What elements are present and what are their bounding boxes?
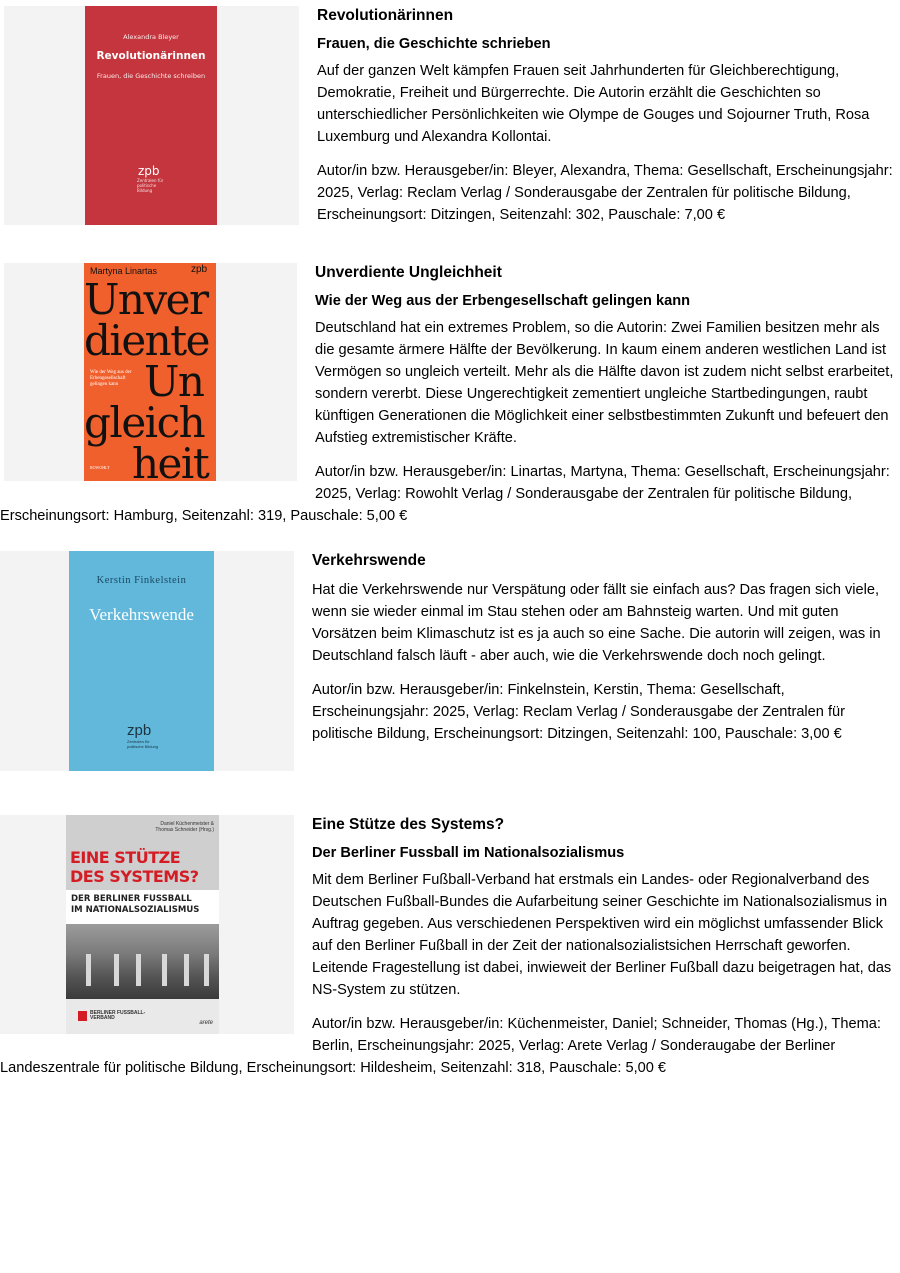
zpb-logo-subtext: Zentralen für politische Bildung [137, 178, 164, 193]
cover-subtitle-line: IM NATIONALSOZIALISMUS [71, 905, 200, 915]
cover-author: Martyna Linartas [90, 266, 158, 276]
book-meta: Autor/in bzw. Herausgeber/in: Finkelnstein, Kerstin, Thema: Gesellschaft, Erscheinungsjahr: 2025, Verlag: Reclam Verlag / Sonderausgabe der Zentralen für politische Bildung, Erscheinungsort: Ditzingen, Seitenzahl: 100, Pauschale: 3,00 € [312, 682, 845, 742]
book-title: Revolutionärinnen [317, 7, 454, 24]
cover-subtitle [71, 894, 199, 916]
cover-title-line: DES SYSTEMS? [70, 867, 199, 886]
cover-author: Kerstin Finkelstein [96, 575, 187, 586]
bfv-logo-icon [78, 1011, 87, 1021]
cover-thumbnail [0, 551, 294, 771]
cover-thumbnail [4, 6, 299, 225]
book-description: Deutschland hat ein extremes Problem, so die Autorin: Zwei Familien besitzen mehr als die gesamte ärmere Hälfte der Bevölkerung. In kaum einem anderen westlichen Land ist Vermögen so ungleich verteilt. Mehr als die Hälfte davon ist zudem nicht selbst erarbeitet, sondern vererbt. Diese Ungerechtigkeit zementiert ungleiche Startbedingungen, raubt künftigen Generationen die Möglichkeit einer selbstbestimmten Zukunft und befeuert den Aufstieg extremistischer Kräfte. [315, 320, 894, 446]
book-cover-image [69, 551, 214, 771]
cover-publisher: ROWOHLT [90, 465, 110, 470]
book-meta: Autor/in bzw. Herausgeber/in: Bleyer, Alexandra, Thema: Gesellschaft, Erscheinungsjahr: 2025, Verlag: Reclam Verlag / Sonderausgabe der Zentralen für politische Bildung, Erscheinungsort: Ditzingen, Seitenzahl: 302, Pauschale: 7,00 € [317, 163, 893, 223]
book-description: Mit dem Berliner Fußball-Verband hat erstmals ein Landes- oder Regionalverband des Deutschen Fußball-Bundes die Aufarbeitung seiner Geschichte im Nationalsozialismus in Auftrag gegeben. Aus verschiedenen Perspektiven wird ein möglichst umfassender Blick auf den Berliner Fußball in der Zeit der nationalsozialistsichen Herrschaft geworfen. Leitende Fragestellung ist dabei, inwieweit der Berliner Fußball dazu beigetragen hat, das NS-System zu stützen. [312, 872, 892, 998]
book-subtitle: Wie der Weg aus der Erbengesellschaft gelingen kann [315, 293, 691, 309]
zpb-logo: zpb [127, 722, 152, 739]
cover-association: BERLINER FUSSBALL-VERBAND [90, 1010, 146, 1021]
book-entry-revolutionaerinnen [4, 6, 896, 229]
book-entry-verkehrswende [0, 551, 896, 775]
cover-author: Alexandra Bleyer [123, 33, 179, 41]
cover-title-line: Unver [84, 275, 208, 324]
cover-editors [155, 821, 214, 833]
cover-title-line: gleich [84, 398, 205, 447]
cover-publisher: arete [199, 1020, 213, 1026]
cover-editors-line: Thomas Schneider (Hrsg.) [155, 827, 214, 833]
book-title: Eine Stütze des Systems? [312, 816, 505, 833]
book-subtitle: Der Berliner Fussball im Nationalsozialismus [312, 845, 625, 861]
cover-editors-line: Daniel Küchenmeister & [160, 821, 214, 827]
cover-thumbnail [0, 815, 294, 1034]
book-meta: Autor/in bzw. Herausgeber/in: Linartas, Martyna, Thema: Gesellschaft, Erscheinungsjahr: 2025, Verlag: Rowohlt Verlag / Sonderausgabe der Zentralen für politische Bildung, Erscheinungsort: Hamburg, Seitenzahl: 319, Pauschale: 5,00 € [0, 464, 890, 524]
book-entry-unverdiente-ungleichheit [0, 263, 896, 527]
book-cover-image [66, 815, 219, 1034]
cover-photo [66, 924, 219, 999]
book-cover-image [85, 6, 217, 225]
cover-subtitle: Wie der Weg aus der Erbengesellschaft gelingen kann [90, 370, 132, 387]
book-entry-stuetze-des-systems [0, 815, 896, 1079]
zpb-logo: zpb [191, 264, 208, 275]
cover-title-line: heit [132, 439, 209, 481]
book-subtitle: Frauen, die Geschichte schrieben [317, 36, 551, 52]
book-description: Hat die Verkehrswende nur Verspätung oder fällt sie einfach aus? Das fragen sich viele, wenn sie wieder einmal im Stau stehen oder am Bahnsteig warten. Und mit guten Vorsätzen beim Klimaschutz ist es ja auch so eine Sache. Die autorin will zeigen, was in Deutschland falsch läuft - aber auch, wie die Verkehrswende doch noch gelingt. [312, 582, 881, 664]
book-cover-image [84, 263, 216, 481]
book-title: Verkehrswende [312, 552, 426, 569]
cover-title-line: diente [84, 316, 209, 365]
cover-title-line: EINE STÜTZE [70, 848, 181, 867]
book-meta: Autor/in bzw. Herausgeber/in: Küchenmeister, Daniel; Schneider, Thomas (Hg.), Thema: Berlin, Erscheinungsjahr: 2025, Verlag: Arete Verlag / Sonderaugabe der Berliner Landeszentrale für politische Bildung, Erscheinungsort: Hildesheim, Seitenzahl: 318, Pauschale: 5,00 € [0, 1016, 881, 1076]
cover-title: Verkehrswende [89, 605, 194, 624]
cover-title [70, 848, 219, 886]
cover-subtitle: Frauen, die Geschichte schreiben [96, 72, 206, 80]
cover-title: Revolutionärinnen [96, 50, 206, 62]
cover-thumbnail [4, 263, 297, 481]
cover-subtitle-line: DER BERLINER FUSSBALL [71, 894, 192, 904]
book-description: Auf der ganzen Welt kämpfen Frauen seit Jahrhunderten für Gleichberechtigung, Demokratie, Freiheit und Bürgerrechte. Die Autorin erzählt die Geschichten so unterschiedlicher Persönlichkeiten wie Olympe de Gouges und Sojourner Truth, Rosa Luxemburg und Alexandra Kollontai. [317, 63, 870, 145]
cover-title-line: Un [144, 357, 204, 406]
book-title: Unverdiente Ungleichheit [315, 264, 502, 281]
zpb-logo-subtext: Zentralen für politische Bildung [127, 739, 159, 749]
zpb-logo: zpb [138, 164, 160, 178]
